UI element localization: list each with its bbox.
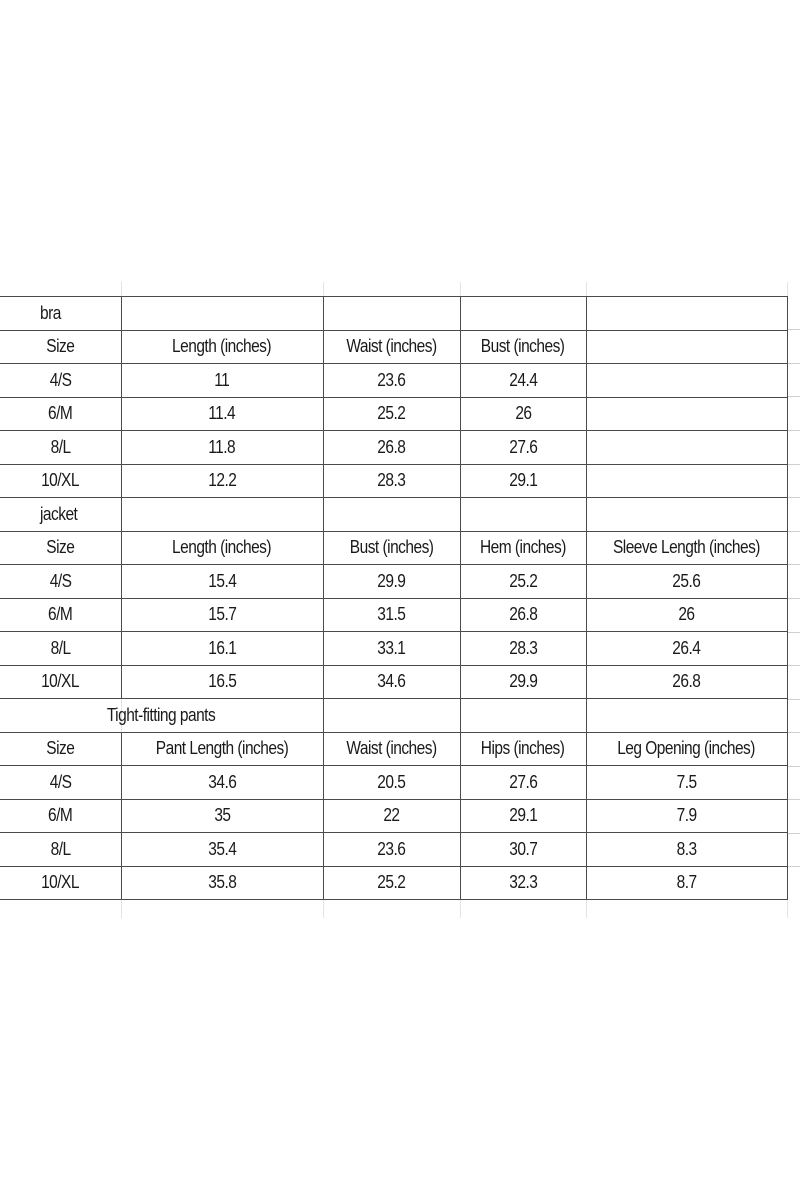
table-cell: 15.4: [121, 565, 323, 599]
size-cell: 8/L: [0, 431, 121, 465]
table-cell: 7.9: [586, 799, 787, 833]
table-cell: 33.1: [323, 632, 460, 666]
table-row: [0, 565, 787, 599]
empty-cell: [460, 498, 586, 532]
table-row: [0, 866, 787, 900]
table-cell: 26.4: [586, 632, 787, 666]
header-cell: Size: [0, 330, 121, 364]
table-cell: 29.1: [460, 464, 586, 498]
header-cell: Bust (inches): [323, 531, 460, 565]
header-cell: Length (inches): [121, 531, 323, 565]
empty-cell: [586, 699, 787, 733]
table-cell: 25.2: [323, 866, 460, 900]
table-cell: 11.4: [121, 397, 323, 431]
size-cell: 6/M: [0, 397, 121, 431]
header-cell: [586, 330, 787, 364]
table-cell: [586, 364, 787, 398]
empty-cell: [460, 297, 586, 331]
table-cell: 23.6: [323, 364, 460, 398]
size-cell: 6/M: [0, 799, 121, 833]
table-cell: 29.9: [323, 565, 460, 599]
table-cell: 29.9: [460, 665, 586, 699]
table-cell: 24.4: [460, 364, 586, 398]
table-row: [0, 766, 787, 800]
size-cell: 8/L: [0, 833, 121, 867]
table-cell: 29.1: [460, 799, 586, 833]
empty-cell: [323, 699, 460, 733]
empty-cell: [121, 297, 323, 331]
table-cell: 26: [460, 397, 586, 431]
table-row: [0, 431, 787, 465]
table-cell: 28.3: [323, 464, 460, 498]
empty-cell: [586, 498, 787, 532]
table-cell: 16.1: [121, 632, 323, 666]
table-cell: 12.2: [121, 464, 323, 498]
table-cell: 32.3: [460, 866, 586, 900]
section-title-row: [0, 498, 787, 532]
size-cell: 6/M: [0, 598, 121, 632]
table-cell: 11: [121, 364, 323, 398]
table-row: [0, 833, 787, 867]
table-cell: 16.5: [121, 665, 323, 699]
table-row: [0, 632, 787, 666]
section-title-bra: bra: [0, 297, 121, 331]
header-row: [0, 531, 787, 565]
empty-cell: [323, 297, 460, 331]
header-cell: Hips (inches): [460, 732, 586, 766]
section-title-pants: Tight-fitting pants: [0, 699, 323, 733]
size-chart-table: [0, 296, 788, 900]
table-cell: 31.5: [323, 598, 460, 632]
table-cell: 23.6: [323, 833, 460, 867]
table-cell: 8.3: [586, 833, 787, 867]
section-title-row: [0, 699, 787, 733]
header-cell: Length (inches): [121, 330, 323, 364]
table-row: [0, 598, 787, 632]
size-cell: 4/S: [0, 565, 121, 599]
header-cell: Hem (inches): [460, 531, 586, 565]
header-cell: Waist (inches): [323, 732, 460, 766]
table-cell: 26: [586, 598, 787, 632]
table-cell: 30.7: [460, 833, 586, 867]
size-cell: 10/XL: [0, 866, 121, 900]
header-row: [0, 732, 787, 766]
table-row: [0, 397, 787, 431]
header-cell: Waist (inches): [323, 330, 460, 364]
table-cell: [586, 431, 787, 465]
table-cell: [586, 464, 787, 498]
table-row: [0, 464, 787, 498]
table-cell: 7.5: [586, 766, 787, 800]
header-cell: Size: [0, 732, 121, 766]
table-cell: 20.5: [323, 766, 460, 800]
size-cell: 4/S: [0, 364, 121, 398]
section-title-jacket: jacket: [0, 498, 121, 532]
table-cell: 34.6: [121, 766, 323, 800]
table-cell: 34.6: [323, 665, 460, 699]
size-cell: 10/XL: [0, 464, 121, 498]
table-cell: [586, 397, 787, 431]
section-title-row: [0, 297, 787, 331]
table-cell: 25.2: [460, 565, 586, 599]
size-cell: 4/S: [0, 766, 121, 800]
empty-cell: [586, 297, 787, 331]
table-cell: 35: [121, 799, 323, 833]
table-row: [0, 665, 787, 699]
table-cell: 22: [323, 799, 460, 833]
header-cell: Sleeve Length (inches): [586, 531, 787, 565]
table-cell: 25.6: [586, 565, 787, 599]
right-edge-gridlines: [787, 296, 800, 900]
table-cell: 27.6: [460, 766, 586, 800]
header-cell: Size: [0, 531, 121, 565]
size-cell: 10/XL: [0, 665, 121, 699]
header-cell: Bust (inches): [460, 330, 586, 364]
header-cell: Leg Opening (inches): [586, 732, 787, 766]
table-cell: 35.4: [121, 833, 323, 867]
table-cell: 25.2: [323, 397, 460, 431]
table-row: [0, 799, 787, 833]
header-row: [0, 330, 787, 364]
table-cell: 35.8: [121, 866, 323, 900]
table-cell: 15.7: [121, 598, 323, 632]
table-cell: 26.8: [460, 598, 586, 632]
empty-cell: [323, 498, 460, 532]
table-cell: 26.8: [586, 665, 787, 699]
table-cell: 11.8: [121, 431, 323, 465]
empty-cell: [460, 699, 586, 733]
header-cell: Pant Length (inches): [121, 732, 323, 766]
table-cell: 8.7: [586, 866, 787, 900]
table-row: [0, 364, 787, 398]
table-cell: 28.3: [460, 632, 586, 666]
table-cell: 26.8: [323, 431, 460, 465]
size-cell: 8/L: [0, 632, 121, 666]
table-cell: 27.6: [460, 431, 586, 465]
empty-cell: [121, 498, 323, 532]
